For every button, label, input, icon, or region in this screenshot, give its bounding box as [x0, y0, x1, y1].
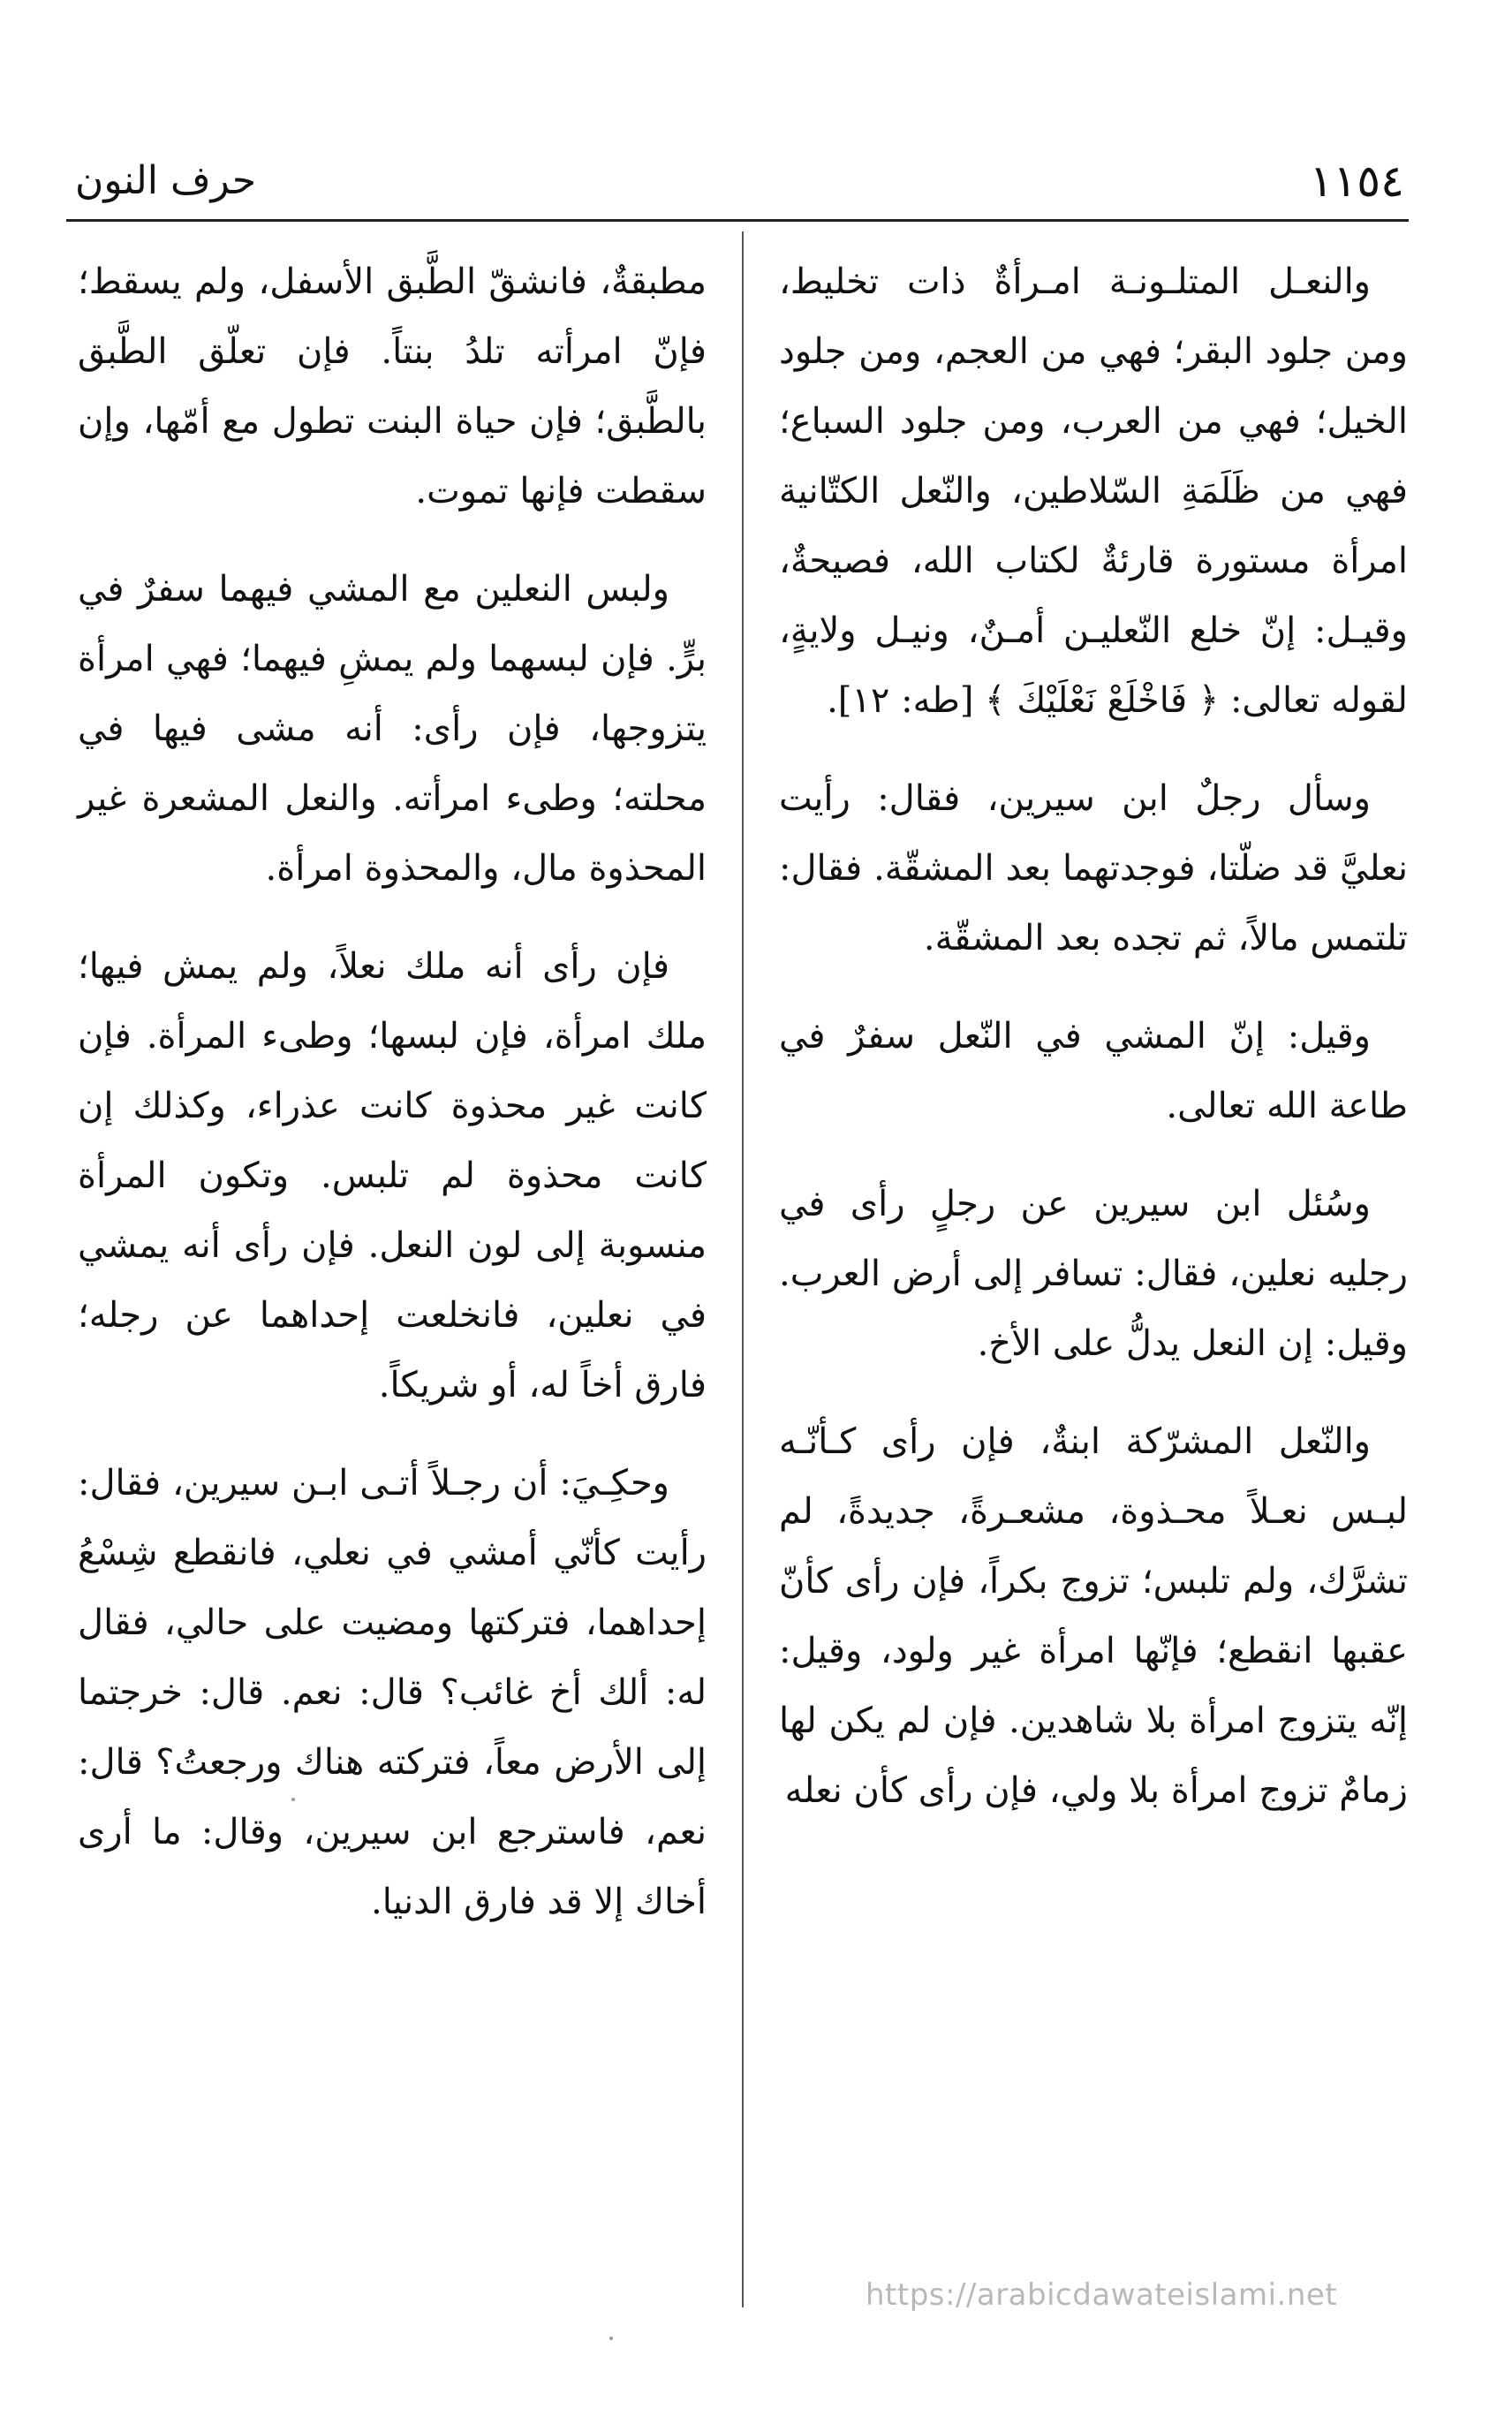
running-title: حرف النون [75, 158, 257, 203]
left-column [78, 247, 707, 1966]
paragraph: وحكِـيَ: أن رجـلاً أتـى ابـن سيرين، فقال: رأيت كأنّي أمشي في نعلي، فانقطع شِسْعُ إحداهما، فتركتها ومضيت على حالي، فقال له: ألك أخ غائب؟ قال: نعم. قال: خرجتما إلى الأرض معاً، فتركته هناك ورجعتُ؟ قال: نعم، فاسترجع ابن سيرين، وقال: ما أرى أخاك إلا قد فارق الدنيا. [78, 1463, 707, 1922]
paragraph: ولبس النعلين مع المشي فيهما سفرٌ في برٍّ. فإن لبسهما ولم يمشِ فيهما؛ فهي امرأة يتزوجها، فإن رأى: أنه مشى فيها في محلته؛ وطىء امرأته. والنعل المشعرة غير المحذوة مال، والمحذوة امرأة. [78, 569, 707, 889]
page-number: ١١٥٤ [1309, 155, 1404, 207]
header-rule [66, 219, 1409, 222]
watermark-url: https://arabicdawateislami.net [866, 2277, 1338, 2313]
paragraph: مطبقةٌ، فانشقّ الطَّبق الأسفل، ولم يسقط؛ فإنّ امرأته تلدُ بنتاً. فإن تعلّق الطَّبق بالطَّبق؛ فإن حياة البنت تطول مع أمّها، وإن سقطت فإنها تموت. [78, 261, 707, 511]
column-divider [742, 231, 744, 2307]
paragraph: وسُئل ابن سيرين عن رجلٍ رأى في رجليه نعلين، فقال: تسافر إلى أرض العرب. وقيل: إن النعل يدلُّ على الأخ. [779, 1184, 1408, 1364]
paragraph: فإن رأى أنه ملك نعلاً، ولم يمش فيها؛ ملك امرأة، فإن لبسها؛ وطىء المرأة. فإن كانت غير محذوة كانت عذراء، وكذلك إن كانت محذوة لم تلبس. وتكون المرأة منسوبة إلى لون النعل. فإن رأى أنه يمشي في نعلين، فانخلعت إحداهما عن رجله؛ فارق أخاً له، أو شريكاً. [78, 946, 707, 1405]
scan-speck [609, 2337, 613, 2340]
scan-speck [291, 1798, 295, 1801]
paragraph: وقيل: إنّ المشي في النّعل سفرٌ في طاعة الله تعالى. [779, 1016, 1408, 1126]
paragraph: والنعـل المتلـونـة امـرأةٌ ذات تخليط، ومن جلود البقر؛ فهي من العجم، ومن جلود الخيل؛ فهي من العرب، ومن جلود السباع؛ فهي من ظَلَمَةِ السّلاطين، والنّعل الكتّانية امرأة مستورة قارئةٌ لكتاب الله، فصيحةٌ، وقيـل: إنّ خلع النّعليـن أمـنٌ، ونيـل ولايةٍ، لقوله تعالى: ﴿ فَاخْلَعْ نَعْلَيْكَ ﴾ [طه: ١٢]. [779, 261, 1409, 721]
page-header [75, 150, 1404, 212]
paragraph: وسأل رجلٌ ابن سيرين، فقال: رأيت نعليَّ قد ضلّتا، فوجدتهما بعد المشقّة. فقال: تلتمس مالاً، ثم تجده بعد المشقّة. [779, 778, 1408, 958]
paragraph: والنّعل المشرّكة ابنةٌ، فإن رأى كـأنّـه لبـس نعـلاً محـذوة، مشعـرةً، جديدةً، لم تشرَّك، ولم تلبس؛ تزوج بكراً، فإن رأى كأنّ عقبها انقطع؛ فإنّها امرأة غير ولود، وقيل: إنّه يتزوج امرأة بلا شاهدين. فإن لم يكن لها زمامٌ تزوج امرأة بلا ولي، فإن رأى كأن نعله [779, 1421, 1408, 1811]
right-column [779, 247, 1408, 1854]
